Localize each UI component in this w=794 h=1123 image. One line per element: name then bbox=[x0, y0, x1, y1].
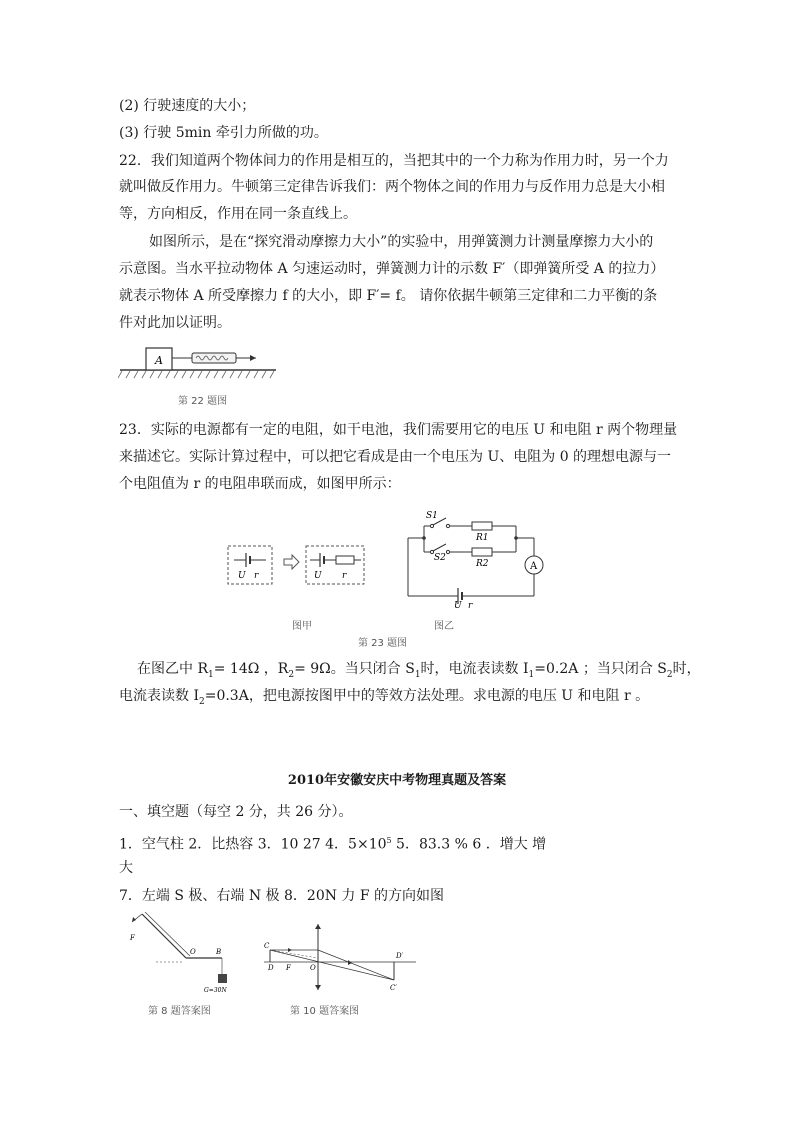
answers-row-1-wrap: 大 bbox=[119, 860, 133, 876]
q22-figure bbox=[118, 340, 278, 382]
yi-R1-label: R1 bbox=[476, 533, 489, 543]
q22-line-1: 22．我们知道两个物体间力的作用是相互的，当把其中的一个力称为作用力时，另一个力 bbox=[119, 153, 669, 169]
yi-r-label: r bbox=[468, 601, 473, 610]
equivalence-arrow-icon bbox=[284, 555, 299, 569]
fig8-caption: 第 8 题答案图 bbox=[148, 1006, 211, 1017]
yi-S2-label: S2 bbox=[434, 553, 446, 563]
q21-line-3: (3) 行驶 5min 牵引力所做的功。 bbox=[119, 125, 328, 141]
q23-line-5: 电流表读数 $I_2=0.3A$，把电源按图甲中的等效方法处理。求电源的电压 U 和电阻 r 。 bbox=[119, 688, 650, 707]
fig10-Dp-label: D′ bbox=[396, 952, 404, 960]
pull-arrow bbox=[250, 355, 256, 361]
answers-row-2: 7．左端 S 极、右端 N 极 8．20N 力 F 的方向如图 bbox=[119, 888, 445, 904]
yi-R2-label: R2 bbox=[476, 559, 489, 569]
jia-U-label-2: U bbox=[314, 571, 322, 581]
fig-yi-label: 图乙 bbox=[434, 621, 454, 632]
yi-U-label: U bbox=[454, 601, 462, 610]
fig8-G-label: G=30N bbox=[204, 987, 227, 994]
answers-title: 2010年安徽安庆中考物理真题及答案 bbox=[287, 773, 507, 788]
ammeter-label: A bbox=[530, 561, 538, 572]
answers-row-1: 1．空气柱 2．比热容 3．10 27 4．$5\times 10^5$ 5．83.3 % 6 ．增大 增 bbox=[119, 836, 547, 853]
fig10-F-label: F bbox=[286, 964, 291, 972]
jia-U-label: U bbox=[238, 571, 246, 581]
q22-line-4: 如图所示，是在“探究滑动摩擦力大小”的实验中，用弹簧测力计测量摩擦力大小的 bbox=[149, 234, 654, 250]
fig8-O-label: O bbox=[190, 948, 196, 956]
fig10-Cp-label: C′ bbox=[390, 984, 397, 992]
q23-line-3: 个电阻值为 r 的电阻串联而成，如图甲所示： bbox=[119, 476, 401, 492]
fig8-F-label: F bbox=[130, 934, 135, 942]
q21-line-2: (2) 行驶速度的大小； bbox=[119, 98, 256, 114]
fig8-answer bbox=[126, 910, 240, 994]
q23-line-2: 来描述它。实际计算过程中，可以把它看成是由一个电压为 U、电阻为 0 的理想电源与一 bbox=[119, 449, 672, 465]
q23-line-1: 23．实际的电源都有一定的电阻，如干电池，我们需要用它的电压 U 和电阻 r 两个物理量 bbox=[119, 422, 678, 438]
q22-line-2: 就叫做反作用力。牛顿第三定律告诉我们：两个物体之间的作用力与反作用力总是大小相 bbox=[119, 179, 665, 195]
q22-caption: 第 22 题图 bbox=[178, 396, 228, 407]
fig10-C-label: C bbox=[264, 942, 270, 950]
q22-line-6: 就表示物体 A 所受摩擦力 f 的大小，即 F′= f。 请你依据牛顿第三定律和二力平衡的条 bbox=[119, 288, 658, 304]
q23-line-4: 在图乙中 $R_1= 14\Omega$ ，$R_2= 9\Omega$。当只闭合 $S_1$时，电流表读数 $I_1=0.2A$ ；当只闭合 $S_2$时， bbox=[137, 661, 701, 680]
q22-line-7: 件对此加以证明。 bbox=[119, 315, 231, 331]
spring-scale bbox=[192, 353, 236, 363]
q23-figure-yi bbox=[400, 508, 550, 610]
jia-r-label-2: r bbox=[342, 571, 347, 581]
q22-line-5: 示意图。当水平拉动物体 A 匀速运动时，弹簧测力计的示数 F′（即弹簧所受 A 的拉力） bbox=[119, 261, 665, 277]
jia-r-label: r bbox=[254, 571, 259, 581]
fig10-answer bbox=[262, 918, 418, 994]
q23-caption: 第 23 题图 bbox=[358, 638, 408, 649]
q23-figure-jia bbox=[224, 540, 374, 590]
answers-section-1: 一、填空题（每空 2 分，共 26 分）。 bbox=[119, 804, 353, 820]
fig8-B-label: B bbox=[216, 948, 222, 956]
fig10-O-label: O bbox=[310, 964, 316, 972]
yi-S1-label: S1 bbox=[426, 511, 438, 521]
q22-line-3: 等，方向相反，作用在同一条直线上。 bbox=[119, 206, 357, 222]
fig10-D-label: D bbox=[268, 964, 274, 972]
fig10-caption: 第 10 题答案图 bbox=[290, 1006, 360, 1017]
block-a-label: A bbox=[155, 354, 163, 367]
fig-jia-label: 图甲 bbox=[292, 621, 312, 632]
